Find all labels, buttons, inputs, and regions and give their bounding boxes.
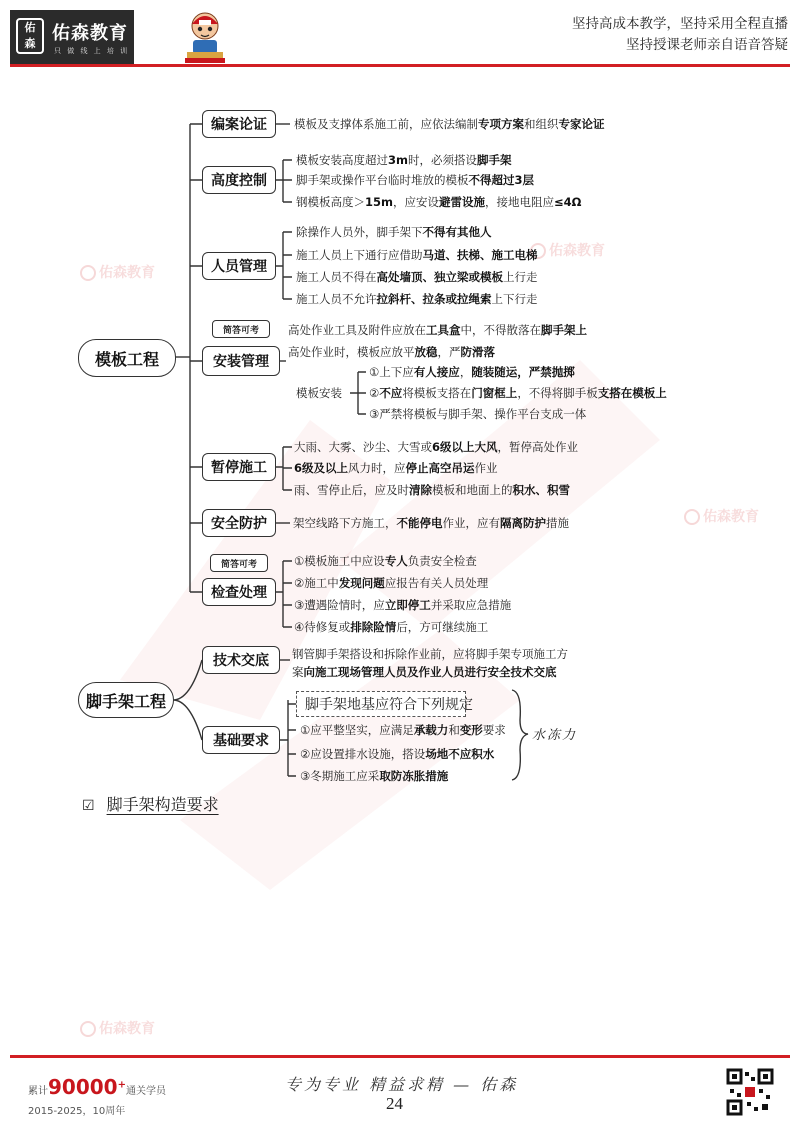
line-anzhuang-s3: ③严禁将模板与脚手架、操作平台支成一体 bbox=[369, 407, 587, 421]
category-renyuan: 人员管理 bbox=[202, 252, 276, 280]
line-gaodu-2: 脚手架或操作平台临时堆放的模板不得超过3层 bbox=[296, 173, 535, 187]
handwritten-note: 水冻力 bbox=[532, 728, 578, 743]
category-zanting: 暂停施工 bbox=[202, 453, 276, 481]
line-anzhuang-sub-label: 模板安装 bbox=[296, 386, 342, 400]
root-node-template-engineering: 模板工程 bbox=[78, 339, 176, 377]
line-jichu-3: ③冬期施工应采取防冻胀措施 bbox=[300, 769, 449, 783]
line-jiancha-2: ②施工中发现问题应报告有关人员处理 bbox=[294, 576, 489, 590]
page-header bbox=[0, 0, 800, 70]
qr-code-icon bbox=[726, 1068, 774, 1116]
root-node-scaffold-engineering: 脚手架工程 bbox=[78, 682, 174, 718]
watermark: 佑森教育 bbox=[530, 240, 605, 260]
brand-seal: 佑 森 bbox=[16, 18, 44, 54]
line-renyuan-4: 施工人员不允许拉斜杆、拉条或拉绳索上下行走 bbox=[296, 292, 538, 306]
watermark: 佑森教育 bbox=[80, 262, 155, 282]
category-anzhuang: 安装管理 bbox=[202, 346, 280, 376]
checkbox-icon: ☑ bbox=[82, 798, 95, 814]
category-anquan: 安全防护 bbox=[202, 509, 276, 537]
line-bianan-1: 模板及支撑体系施工前，应依法编制专项方案和组织专家论证 bbox=[294, 117, 605, 131]
line-anzhuang-1: 高处作业工具及附件应放在工具盒中，不得散落在脚手架上 bbox=[288, 323, 587, 337]
subsection-title: 脚手架构造要求 bbox=[106, 795, 219, 814]
brand-logo bbox=[10, 10, 134, 64]
line-renyuan-1: 除操作人员外，脚手架下不得有其他人 bbox=[296, 225, 492, 239]
footer-divider bbox=[10, 1055, 790, 1058]
category-jichu: 基础要求 bbox=[202, 726, 280, 754]
line-zanting-1: 大雨、大雾、沙尘、大雪或6级以上大风，暂停高处作业 bbox=[294, 440, 579, 454]
category-jishu: 技术交底 bbox=[202, 646, 280, 674]
line-jiancha-1: ①模板施工中应设专人负责安全检查 bbox=[294, 554, 477, 568]
tag-short-answer: 简答可考 bbox=[212, 320, 270, 338]
line-jichu-2: ②应设置排水设施，搭设场地不应积水 bbox=[300, 747, 495, 761]
line-renyuan-2: 施工人员上下通行应借助马道、扶梯、施工电梯 bbox=[296, 248, 538, 262]
slogan-line-1: 坚持高成本教学，坚持采用全程直播 bbox=[572, 16, 788, 32]
tag-short-answer: 简答可考 bbox=[210, 554, 268, 572]
category-bianan: 编案论证 bbox=[202, 110, 276, 138]
line-jishu-2: 案向施工现场管理人员及作业人员进行安全技术交底 bbox=[292, 665, 557, 679]
anniversary-years: 2015-2025，10周年 bbox=[28, 1106, 126, 1117]
category-gaodu: 高度控制 bbox=[202, 166, 276, 194]
footer-motto: 专为专业 精益求精 — 佑森 bbox=[285, 1075, 519, 1094]
line-jiancha-4: ④待修复或排除险情后，方可继续施工 bbox=[294, 620, 489, 634]
page-number: 24 bbox=[386, 1094, 403, 1113]
line-renyuan-3: 施工人员不得在高处墙顶、独立梁或模板上行走 bbox=[296, 270, 538, 284]
subsection-heading bbox=[82, 792, 219, 815]
slogan-line-2: 坚持授课老师亲自语音答疑 bbox=[626, 37, 788, 53]
line-anzhuang-2: 高处作业时，模板应放平放稳，严防滑落 bbox=[288, 345, 495, 359]
line-anquan-1: 架空线路下方施工，不能停电作业，应有隔离防护措施 bbox=[293, 516, 569, 530]
category-jiancha: 检查处理 bbox=[202, 578, 276, 606]
line-zanting-3: 雨、雪停止后，应及时清除模板和地面上的积水、积雪 bbox=[294, 483, 570, 497]
brand-subtitle: 只 做 线 上 培 训 bbox=[54, 47, 130, 55]
watermark: 佑森教育 bbox=[684, 506, 759, 526]
line-zanting-2: 6级及以上风力时，应停止高空吊运作业 bbox=[294, 461, 498, 475]
watermark: 佑森教育 bbox=[80, 1018, 155, 1038]
dashed-title-box: 脚手架地基应符合下列规定 bbox=[296, 691, 466, 717]
line-anzhuang-s1: ①上下应有人接应，随装随运，严禁抛掷 bbox=[369, 365, 575, 379]
line-jichu-1: ①应平整坚实，应满足承载力和变形要求 bbox=[300, 723, 506, 737]
mascot-icon bbox=[183, 10, 227, 64]
line-jishu-1: 钢管脚手架搭设和拆除作业前，应将脚手架专项施工方 bbox=[292, 647, 568, 661]
line-gaodu-3: 钢模板高度＞15m，应安设避雷设施，接地电阻应≤4Ω bbox=[296, 195, 582, 209]
student-stat: 累计90000+通关学员 bbox=[28, 1075, 166, 1099]
brand-name: 佑森教育 bbox=[52, 23, 128, 44]
line-jiancha-3: ③遭遇险情时，应立即停工并采取应急措施 bbox=[294, 598, 512, 612]
header-divider bbox=[10, 64, 790, 67]
line-anzhuang-s2: ②不应将模板支搭在门窗框上，不得将脚手板支搭在模板上 bbox=[369, 386, 667, 400]
line-gaodu-1: 模板安装高度超过3m时，必须搭设脚手架 bbox=[296, 153, 512, 167]
